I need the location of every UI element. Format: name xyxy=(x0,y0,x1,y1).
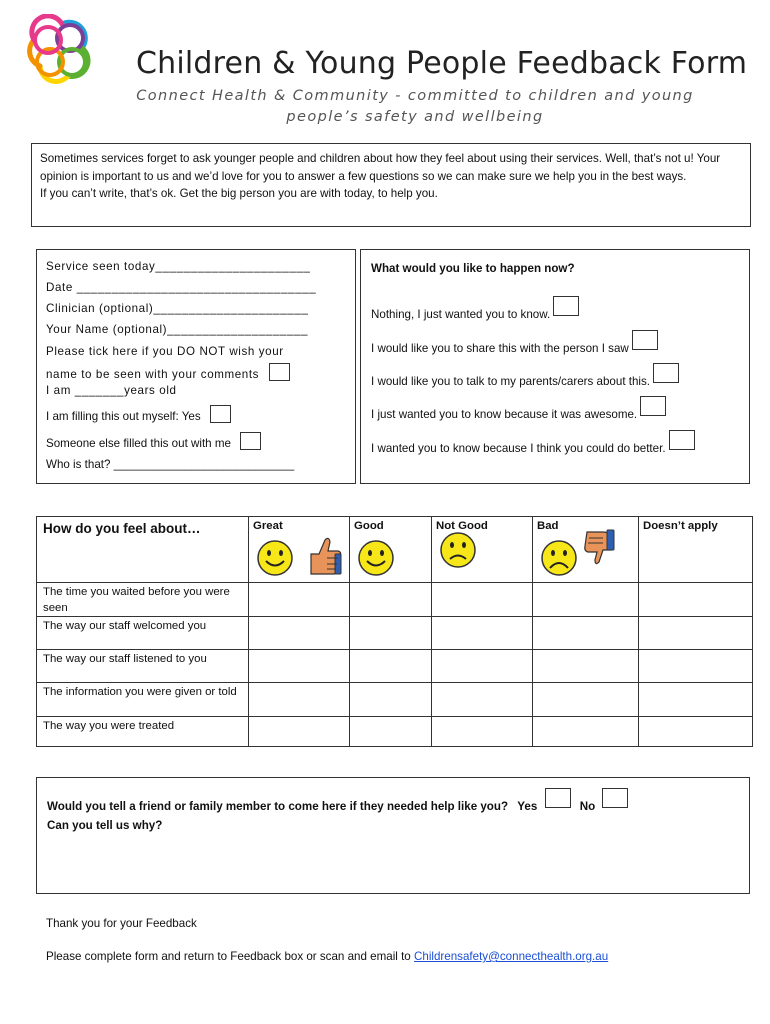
sad-face-icon xyxy=(539,538,579,578)
date-field[interactable]: Date __________________________________ xyxy=(46,281,317,294)
option-row xyxy=(371,363,679,388)
option-checkbox[interactable] xyxy=(632,330,658,350)
rating-cell[interactable] xyxy=(639,617,753,650)
no-checkbox[interactable] xyxy=(602,788,628,808)
rating-cell[interactable] xyxy=(533,683,639,717)
column-good xyxy=(350,517,432,583)
good-icons xyxy=(354,536,427,576)
rating-cell[interactable] xyxy=(350,583,432,617)
option-row xyxy=(371,396,666,421)
option-label: I just wanted you to know because it was awesome. xyxy=(371,408,638,421)
option-label: Nothing, I just wanted you to know. xyxy=(371,308,551,321)
column-label: Great xyxy=(253,520,283,532)
table-row xyxy=(37,617,753,650)
option-label: I wanted you to know because I think you could do better. xyxy=(371,442,666,455)
email-link[interactable]: Childrensafety@connecthealth.org.au xyxy=(414,950,609,963)
option-row xyxy=(371,330,658,355)
rating-cell[interactable] xyxy=(639,717,753,747)
rating-cell[interactable] xyxy=(350,617,432,650)
service-seen-field[interactable]: Service seen today______________________ xyxy=(46,260,311,273)
rating-cell[interactable] xyxy=(249,683,350,717)
rating-cell[interactable] xyxy=(533,583,639,617)
rating-cell[interactable] xyxy=(432,583,533,617)
table-row xyxy=(37,683,753,717)
rating-cell[interactable] xyxy=(249,617,350,650)
thumbs-down-icon xyxy=(583,528,617,568)
feelings-header-row xyxy=(37,517,753,583)
recommend-row xyxy=(47,788,628,813)
rating-cell[interactable] xyxy=(432,683,533,717)
rating-cell[interactable] xyxy=(432,717,533,747)
option-checkbox[interactable] xyxy=(640,396,666,416)
return-instructions xyxy=(46,950,608,963)
details-box xyxy=(36,249,356,484)
bad-icons xyxy=(537,536,634,576)
rating-cell[interactable] xyxy=(350,717,432,747)
filling-myself-checkbox[interactable] xyxy=(210,405,231,423)
rating-cell[interactable] xyxy=(432,650,533,683)
option-row xyxy=(371,296,579,321)
connect-health-logo xyxy=(22,14,102,94)
feelings-heading: How do you feel about… xyxy=(37,517,249,583)
next-steps-box xyxy=(360,249,750,484)
question-label: The information you were given or told xyxy=(37,683,249,717)
column-label: Not Good xyxy=(436,520,488,532)
clinician-field[interactable]: Clinician (optional)______________________ xyxy=(46,302,309,315)
age-field[interactable]: I am _______years old xyxy=(46,384,177,397)
yes-label: Yes xyxy=(517,800,538,813)
table-row xyxy=(37,583,753,617)
smiley-face-icon xyxy=(356,538,396,578)
rating-cell[interactable] xyxy=(432,617,533,650)
column-label: Doesn’t apply xyxy=(643,520,718,532)
intro-help-text: If you can’t write, that’s ok. Get the big person you are with today, to help you. xyxy=(40,187,438,201)
option-checkbox[interactable] xyxy=(653,363,679,383)
filling-myself-label: I am filling this out myself: Yes xyxy=(46,410,201,423)
privacy-tick-label-2 xyxy=(46,363,290,381)
someone-else-checkbox[interactable] xyxy=(240,432,261,450)
page-subtitle: Connect Health & Community - committed to children and young people’s safety and wellbeing xyxy=(136,88,694,125)
someone-else-row xyxy=(46,432,261,450)
smiley-face-icon xyxy=(255,538,295,578)
column-label: Bad xyxy=(537,520,559,532)
table-row xyxy=(37,717,753,747)
option-label: I would like you to share this with the person I saw xyxy=(371,342,629,355)
rating-cell[interactable] xyxy=(639,683,753,717)
question-label: The way our staff welcomed you xyxy=(37,617,249,650)
who-field[interactable]: Who is that? ____________________________ xyxy=(46,458,295,471)
rating-cell[interactable] xyxy=(249,717,350,747)
frown-face-icon xyxy=(438,530,478,570)
rating-cell[interactable] xyxy=(350,683,432,717)
someone-else-label: Someone else filled this out with me xyxy=(46,437,231,450)
recommend-box xyxy=(36,777,750,894)
feelings-table xyxy=(36,516,753,747)
recommend-question: Would you tell a friend or family member to come here if they needed help like you? xyxy=(47,800,509,813)
rating-cell[interactable] xyxy=(350,650,432,683)
question-label: The way you were treated xyxy=(37,717,249,747)
option-label: I would like you to talk to my parents/carers about this. xyxy=(371,375,651,388)
question-label: The time you waited before you were seen xyxy=(37,583,249,617)
column-bad xyxy=(533,517,639,583)
privacy-tick-label: Please tick here if you DO NOT wish your xyxy=(46,345,284,358)
rating-cell[interactable] xyxy=(533,650,639,683)
rating-cell[interactable] xyxy=(639,583,753,617)
rating-cell[interactable] xyxy=(533,717,639,747)
no-label: No xyxy=(579,800,596,813)
thumbs-up-icon xyxy=(305,534,343,576)
option-row xyxy=(371,430,695,455)
thanks-text: Thank you for your Feedback xyxy=(46,917,197,930)
page-title: Children & Young People Feedback Form xyxy=(136,46,748,81)
rating-cell[interactable] xyxy=(249,650,350,683)
rating-cell[interactable] xyxy=(249,583,350,617)
option-checkbox[interactable] xyxy=(553,296,579,316)
column-great xyxy=(249,517,350,583)
column-not-good xyxy=(432,517,533,583)
your-name-field[interactable]: Your Name (optional)____________________ xyxy=(46,323,309,336)
privacy-checkbox[interactable] xyxy=(269,363,290,381)
rating-cell[interactable] xyxy=(533,617,639,650)
intro-text: Sometimes services forget to ask younger people and children about how they feel about using their services. Well, that’s not u! Your opinion is important to us and we’d love for you to answer a few questions so we can make sure we help you in the best ways. xyxy=(40,152,721,183)
table-row xyxy=(37,650,753,683)
great-icons xyxy=(253,536,345,576)
rating-cell[interactable] xyxy=(639,650,753,683)
column-doesnt-apply xyxy=(639,517,753,583)
next-steps-heading: What would you like to happen now? xyxy=(371,262,575,275)
filling-myself-row xyxy=(46,405,231,423)
yes-checkbox[interactable] xyxy=(545,788,571,808)
instructions-text: Please complete form and return to Feedback box or scan and email to xyxy=(46,950,411,963)
intro-box xyxy=(31,143,751,227)
not-good-icons xyxy=(436,536,528,576)
option-checkbox[interactable] xyxy=(669,430,695,450)
column-label: Good xyxy=(354,520,384,532)
why-label: Can you tell us why? xyxy=(47,819,163,832)
privacy-tick-label-text: name to be seen with your comments xyxy=(46,368,260,381)
question-label: The way our staff listened to you xyxy=(37,650,249,683)
